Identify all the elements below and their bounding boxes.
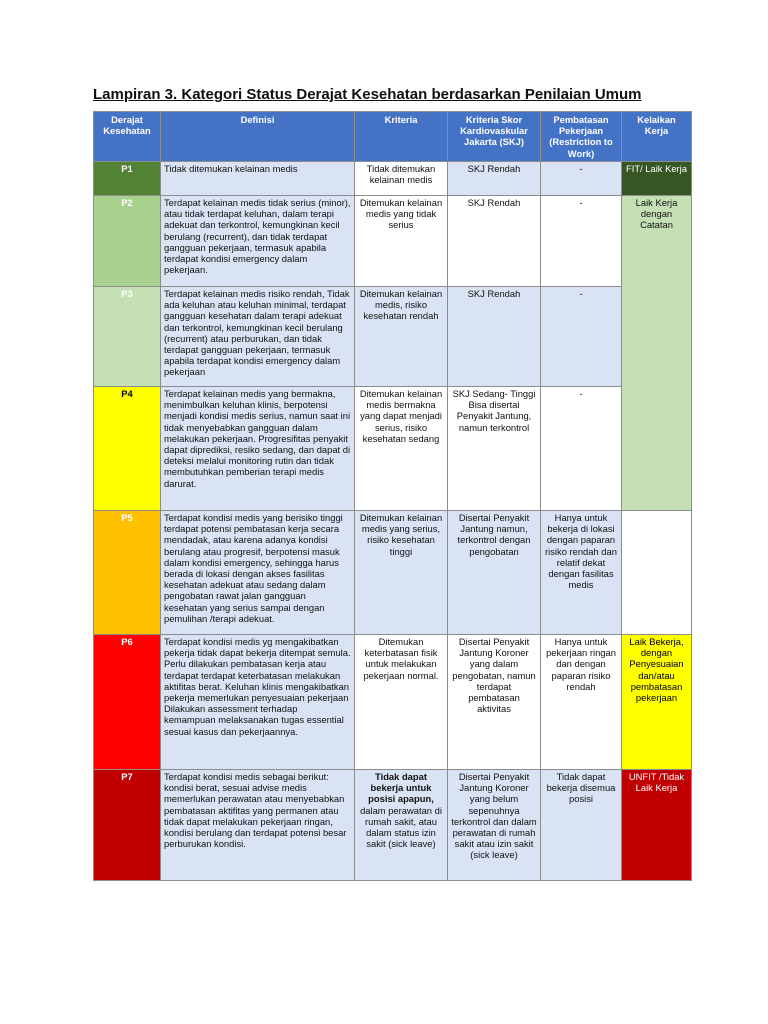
- definisi-cell: Terdapat kondisi medis yg mengakibatkan pekerja tidak dapat bekerja ditempat semula. Perlu dilakukan pembatasan kerja atau terdapat terdapat keterbatasan melakukan aktifitas berat. Keluhan klinis mengakibatkan pekerja memerlukan penyesuaian pekerjaan Dilakukan assessment terhadap kemampuan melaksanakan tugas essential sesuai kasus dan pekerjaannya.: [161, 635, 355, 770]
- header-skj: Kriteria Skor Kardiovaskular Jakarta (SKJ): [448, 112, 541, 162]
- category-p2: P2: [94, 196, 161, 287]
- kriteria-cell: Ditemukan kelainan medis, risiko kesehatan rendah: [355, 287, 448, 387]
- kelaikan-cell: Laik Kerja dengan Catatan: [622, 196, 692, 511]
- table-row: [94, 387, 692, 511]
- category-p7: P7: [94, 770, 161, 881]
- table-row: [94, 770, 692, 881]
- definisi-cell: Terdapat kelainan medis tidak serius (minor), atau tidak terdapat keluhan, dalam terapi adekuat dan terkontrol, kemungkinan kecil berulang (recurrent), dan tidak terdapat gangguan pekerjaan, termasuk apabila terdapat kondisi emergency dalam pekerjaan.: [161, 196, 355, 287]
- kriteria-cell: Tidak ditemukan kelainan medis: [355, 162, 448, 196]
- kriteria-cell: [355, 770, 448, 881]
- skj-cell: SKJ Sedang- Tinggi Bisa disertai Penyakit Jantung, namun terkontrol: [448, 387, 541, 511]
- skj-cell: Disertai Penyakit Jantung Koroner yang belum sepenuhnya terkontrol dan dalam perawatan di rumah sakit atau izin sakit (sick leave): [448, 770, 541, 881]
- header-kelaikan: Kelaikan Kerja: [622, 112, 692, 162]
- header-row: [94, 112, 692, 162]
- kelaikan-cell: UNFIT /Tidak Laik Kerja: [622, 770, 692, 881]
- health-status-table: [93, 111, 692, 881]
- kelaikan-cell: FIT/ Laik Kerja: [622, 162, 692, 196]
- kriteria-cell: Ditemukan kelainan medis yang tidak serius: [355, 196, 448, 287]
- pembatasan-cell: -: [541, 387, 622, 511]
- page-title: Lampiran 3. Kategori Status Derajat Kesehatan berdasarkan Penilaian Umum: [93, 86, 642, 103]
- skj-cell: Disertai Penyakit Jantung Koroner yang dalam pengobatan, namun terdapat pembatasan aktivitas: [448, 635, 541, 770]
- table-row: [94, 162, 692, 196]
- header-definisi: Definisi: [161, 112, 355, 162]
- pembatasan-cell: -: [541, 287, 622, 387]
- header-kriteria: Kriteria: [355, 112, 448, 162]
- pembatasan-cell: Hanya untuk pekerjaan ringan dan dengan paparan risiko rendah: [541, 635, 622, 770]
- kelaikan-cell: Laik Bekerja, dengan Penyesuaian dan/atau pembatasan pekerjaan: [622, 635, 692, 770]
- definisi-cell: Terdapat kondisi medis yang berisiko tinggi terdapat potensi pembatasan kerja secara mendadak, atau karena adanya kondisi berulang atau progresif, berpotensi masuk dalam kondisi emergency, sehingga harus berada di lokasi dengan akses fasilitas kesehatan adekuat atau sedang dalam pengobatan rawat jalan gangguan kesehatan yang serius sampai dengan pemulihan /terapi adekuat.: [161, 511, 355, 635]
- category-p4: P4: [94, 387, 161, 511]
- pembatasan-cell: -: [541, 196, 622, 287]
- kriteria-bold-text: Tidak dapat bekerja untuk posisi apapun,: [368, 771, 434, 805]
- category-p5: P5: [94, 511, 161, 635]
- category-p6: P6: [94, 635, 161, 770]
- skj-cell: SKJ Rendah: [448, 196, 541, 287]
- table-row: [94, 511, 692, 635]
- kriteria-cell: Ditemukan keterbatasan fisik untuk melakukan pekerjaan normal.: [355, 635, 448, 770]
- pembatasan-cell: Hanya untuk bekerja di lokasi dengan paparan risiko rendah dan relatif dekat dengan fasilitas medis: [541, 511, 622, 635]
- kriteria-cell: Ditemukan kelainan medis yang serius, risiko kesehatan tinggi: [355, 511, 448, 635]
- skj-cell: SKJ Rendah: [448, 162, 541, 196]
- definisi-cell: Terdapat kelainan medis yang bermakna, menimbulkan keluhan klinis, berpotensi menjadi kondisi medis serius, namun saat ini tidak menyebabkan gangguan dalam melakukan pekerjaan. Progresifitas penyakit dapat diprediksi, resiko sedang, dan dapat di deteksi melalui monitoring rutin dan tidak membutuhkan pemberian terapi medis darurat.: [161, 387, 355, 511]
- header-derajat: Derajat Kesehatan: [94, 112, 161, 162]
- table-row: [94, 196, 692, 287]
- definisi-cell: Terdapat kelainan medis risiko rendah, Tidak ada keluhan atau keluhan minimal, terdapat gangguan kesehatan dalam terapi adekuat dan terkontrol, kemungkinan kecil berulang (recurrent) atau perburukan, dan tidak terdapat gangguan pekerjaan, termasuk apabila terdapat kondisi emergency dalam pekerjaan: [161, 287, 355, 387]
- category-p3: P3: [94, 287, 161, 387]
- table-row: [94, 287, 692, 387]
- pembatasan-cell: Tidak dapat bekerja disemua posisi: [541, 770, 622, 881]
- header-pembatasan: Pembatasan Pekerjaan (Restriction to Work): [541, 112, 622, 162]
- definisi-cell: Tidak ditemukan kelainan medis: [161, 162, 355, 196]
- skj-cell: Disertai Penyakit Jantung namun, terkontrol dengan pengobatan: [448, 511, 541, 635]
- category-p1: P1: [94, 162, 161, 196]
- kriteria-cell: Ditemukan kelainan medis bermakna yang dapat menjadi serius, risiko kesehatan sedang: [355, 387, 448, 511]
- kelaikan-cell-empty: [622, 511, 692, 635]
- kriteria-text: dalam perawatan di rumah sakit, atau dalam status izin sakit (sick leave): [360, 804, 442, 850]
- table-row: [94, 635, 692, 770]
- pembatasan-cell: -: [541, 162, 622, 196]
- skj-cell: SKJ Rendah: [448, 287, 541, 387]
- definisi-cell: Terdapat kondisi medis sebagai berikut: kondisi berat, sesuai advise medis memerlukan perawatan atau menyebabkan pembatasan aktifitas yang permanen atau tidak dapat melakukan pekerjaan ringan, kondisi berulang dan terdapat potensi besar perburukan kondisi.: [161, 770, 355, 881]
